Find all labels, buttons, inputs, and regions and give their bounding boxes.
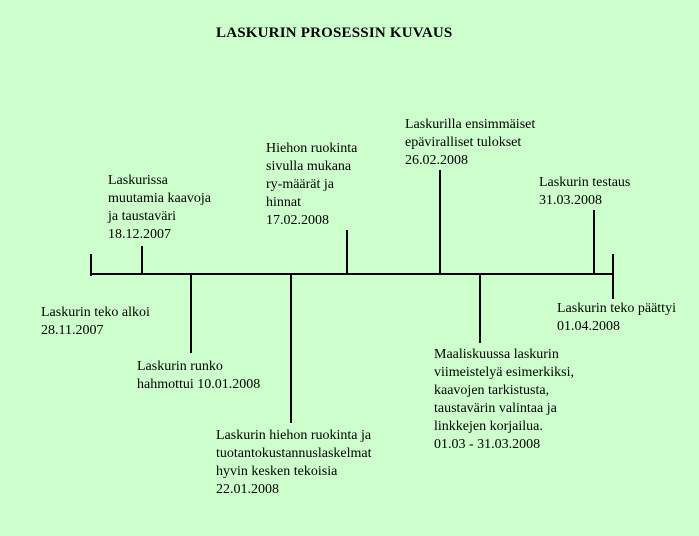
tick-formulas xyxy=(141,246,143,274)
tick-frame xyxy=(190,273,192,353)
tick-heifer-feeding xyxy=(290,273,292,423)
event-label-formulas: Laskurissa muutamia kaavoja ja taustaväri 18.12.2007 xyxy=(108,173,212,242)
timeline-end-cap xyxy=(612,254,614,299)
diagram-title: LASKURIN PROSESSIN KUVAUS xyxy=(216,25,453,41)
tick-heifer-page xyxy=(346,230,348,274)
event-label-end: Laskurin teko päättyi 01.04.2008 xyxy=(557,301,676,334)
event-label-frame: Laskurin runko hahmottui 10.01.2008 xyxy=(137,359,261,392)
event-label-heifer-page: Hiehon ruokinta sivulla mukana ry-määrät ja hinnat 17.02.2008 xyxy=(266,141,358,228)
event-label-start: Laskurin teko alkoi 28.11.2007 xyxy=(41,305,150,338)
event-label-march-work: Maaliskuussa laskurin viimeistelyä esimerkiksi, kaavojen tarkistusta, taustavärin valintaa ja linkkejen korjailua. 01.03 - 31.03.2008 xyxy=(434,347,574,452)
timeline-axis xyxy=(90,273,614,275)
tick-march-work xyxy=(479,273,481,343)
tick-testing xyxy=(593,210,595,274)
event-label-testing: Laskurin testaus 31.03.2008 xyxy=(539,175,631,208)
event-label-first-results: Laskurilla ensimmäiset epäviralliset tulokset 26.02.2008 xyxy=(405,117,536,168)
timeline-start-cap xyxy=(90,254,92,276)
event-label-heifer-feeding: Laskurin hiehon ruokinta ja tuotantokustannuslaskelmat hyvin kesken tekoisia 22.01.2008 xyxy=(216,428,372,497)
tick-first-results xyxy=(439,170,441,274)
